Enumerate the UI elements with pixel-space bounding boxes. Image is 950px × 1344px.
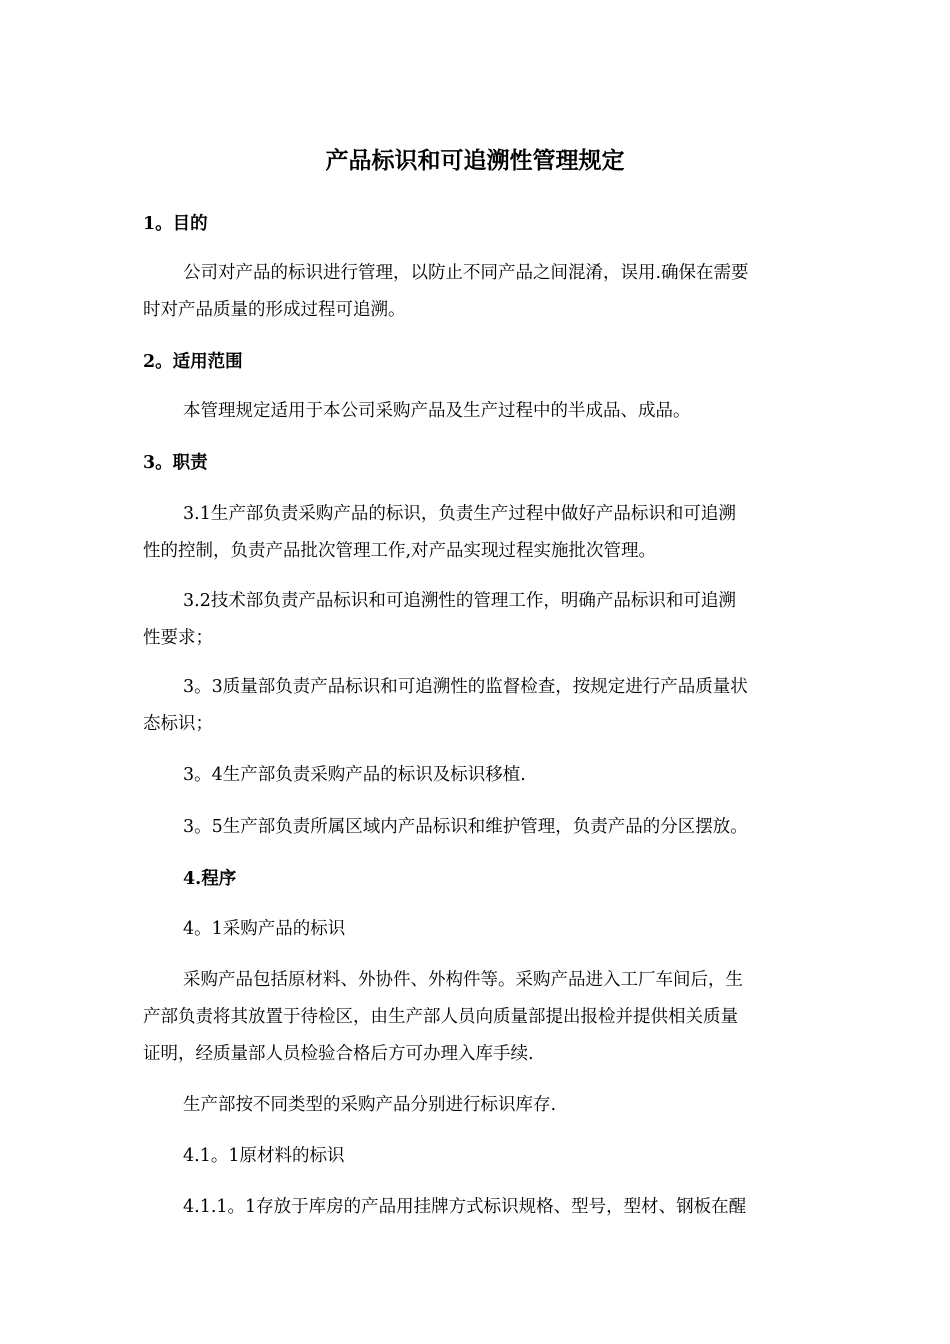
- paragraph-purpose: [143, 255, 813, 329]
- paragraph-line: 时对产品质量的形成过程可追溯。: [143, 300, 406, 320]
- heading-line: 4.程序: [183, 869, 237, 889]
- document-title: 产品标识和可追溯性管理规定: [325, 147, 625, 174]
- paragraph-line: 4.1。1原材料的标识: [183, 1146, 345, 1166]
- section-heading-procedure: [143, 861, 813, 898]
- paragraph-line: 3。4生产部负责采购产品的标识及标识移植.: [183, 765, 526, 785]
- paragraph-4-1-1-1: [143, 1189, 813, 1226]
- paragraph-line: 3.2技术部负责产品标识和可追溯性的管理工作，明确产品标识和可追溯: [183, 591, 736, 611]
- paragraph-line: 公司对产品的标识进行管理，以防止不同产品之间混淆，误用.确保在需要: [183, 263, 749, 283]
- paragraph-line: 3。3质量部负责产品标识和可追溯性的监督检查，按规定进行产品质量状: [183, 677, 748, 697]
- paragraph-line: 采购产品包括原材料、外协件、外构件等。采购产品进入工厂车间后，生: [183, 970, 743, 990]
- paragraph-purchased-products: [143, 962, 813, 1073]
- paragraph-3-5: [143, 809, 813, 846]
- paragraph-3-1: [143, 496, 813, 570]
- paragraph-3-2: [143, 583, 813, 657]
- paragraph-line: 生产部按不同类型的采购产品分别进行标识库存.: [183, 1095, 557, 1115]
- section-heading-purpose: 1。目的: [143, 214, 208, 234]
- paragraph-3-3: [143, 669, 813, 743]
- section-heading-scope: 2。适用范围: [143, 352, 243, 372]
- paragraph-line: 产部负责将其放置于待检区，由生产部人员向质量部提出报检并提供相关质量: [143, 1007, 738, 1027]
- paragraph-line: 3。5生产部负责所属区域内产品标识和维护管理，负责产品的分区摆放。: [183, 817, 748, 837]
- paragraph-line: 证明，经质量部人员检验合格后方可办理入库手续.: [143, 1044, 534, 1064]
- paragraph-line: 本管理规定适用于本公司采购产品及生产过程中的半成品、成品。: [183, 401, 691, 421]
- paragraph-line: 态标识；: [143, 714, 213, 734]
- paragraph-4-1: [143, 911, 813, 948]
- paragraph-scope: [143, 393, 813, 430]
- paragraph-line: 性要求；: [143, 628, 213, 648]
- paragraph-stock-identification: [143, 1087, 813, 1124]
- section-heading-responsibilities: 3。职责: [143, 453, 208, 473]
- paragraph-line: 3.1生产部负责采购产品的标识，负责生产过程中做好产品标识和可追溯: [183, 504, 736, 524]
- paragraph-line: 4。1采购产品的标识: [183, 919, 346, 939]
- paragraph-line: 4.1.1。1存放于库房的产品用挂牌方式标识规格、型号，型材、钢板在醒: [183, 1197, 747, 1217]
- paragraph-line: 性的控制，负责产品批次管理工作,对产品实现过程实施批次管理。: [143, 541, 657, 561]
- paragraph-4-1-1: [143, 1138, 813, 1175]
- paragraph-3-4: [143, 757, 813, 794]
